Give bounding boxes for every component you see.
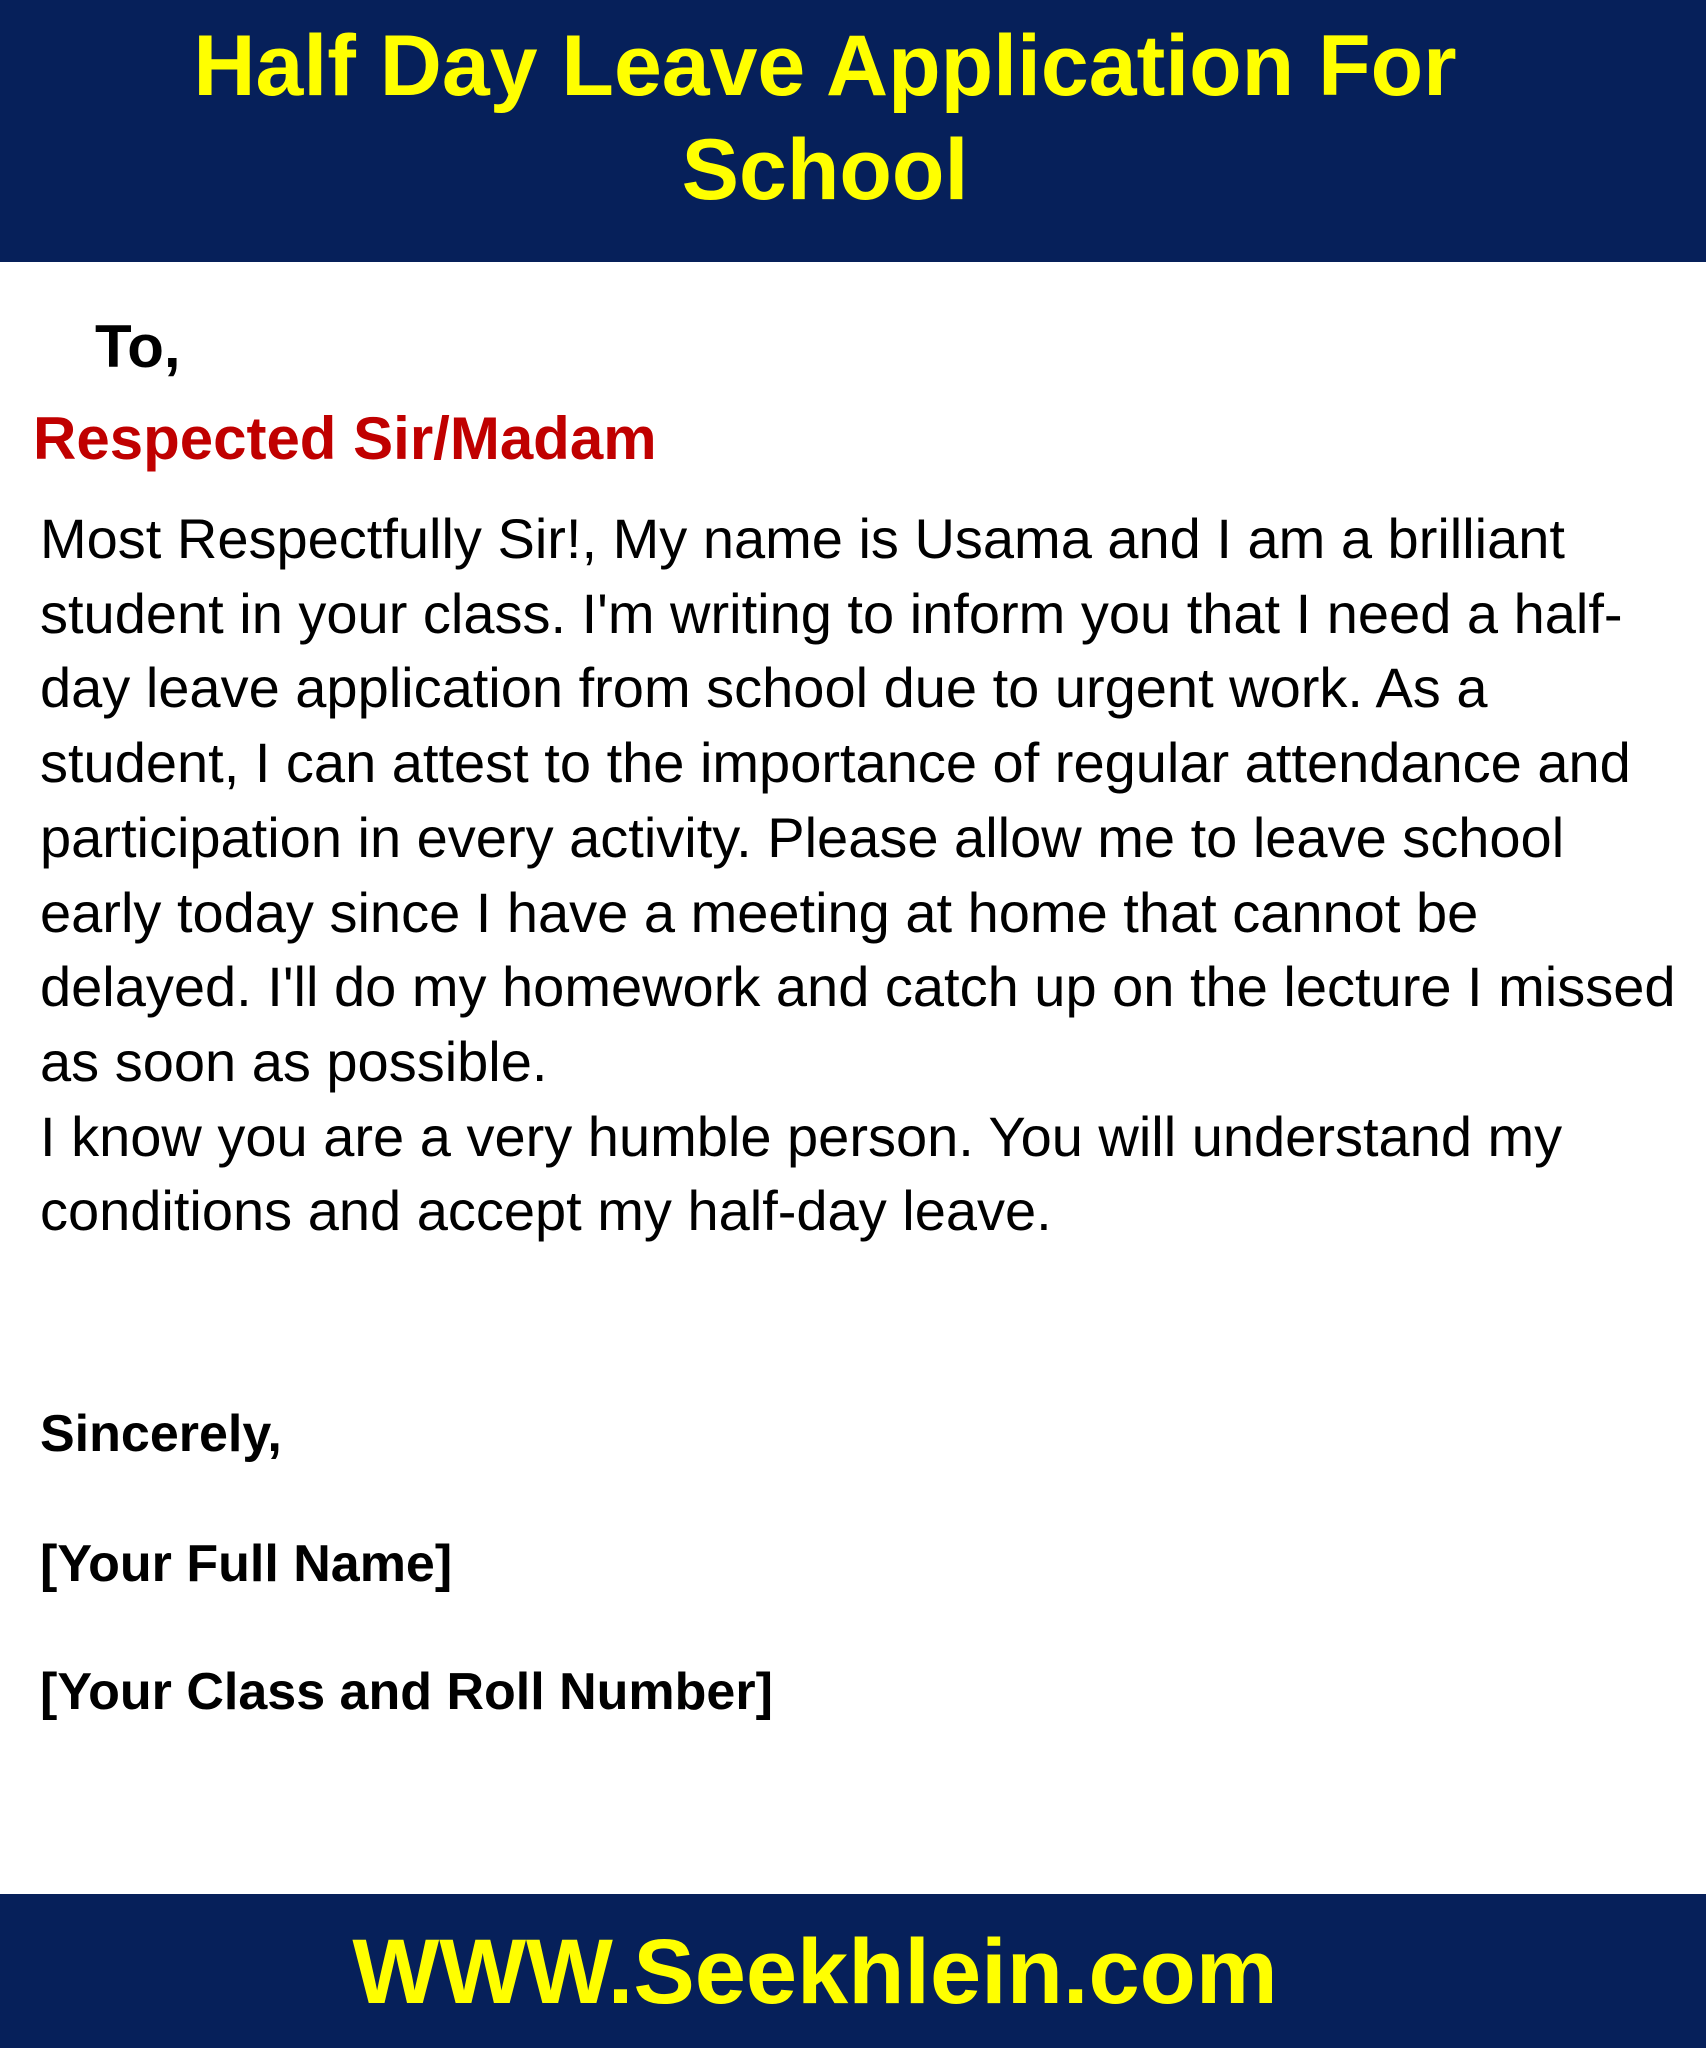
closing-line: Sincerely, (40, 1405, 282, 1463)
page-title-line-2: School (681, 122, 969, 218)
class-roll-placeholder: [Your Class and Roll Number] (40, 1663, 773, 1721)
letter-paragraph-1: Most Respectfully Sir!, My name is Usama and I am a brilliant student in your class. I'm writing to inform you that I need a half-day leave application from school due to urgent work. As a student, I can attest to the importance of regular attendance and participation in every activity. Please allow me to leave school early today since I have a meeting at home that cannot be delayed. I'll do my homework and catch up on the lecture I missed as soon as possible. (40, 507, 1676, 1093)
recipient-line: To, (95, 313, 181, 380)
page-title (0, 14, 1650, 222)
full-name-placeholder: [Your Full Name] (40, 1535, 453, 1593)
letter-paragraph-2: I know you are a very humble person. You will understand my conditions and accept my half-day leave. (40, 1104, 1563, 1243)
salutation: Respected Sir/Madam (33, 405, 657, 472)
website-url: WWW.Seekhlein.com (352, 1921, 1278, 2023)
footer-banner (0, 1894, 1706, 2048)
page-title-line-1: Half Day Leave Application For (193, 18, 1457, 114)
title-banner (0, 0, 1706, 262)
letter-paragraphs (40, 502, 1690, 1249)
letter-body (0, 262, 1706, 1894)
